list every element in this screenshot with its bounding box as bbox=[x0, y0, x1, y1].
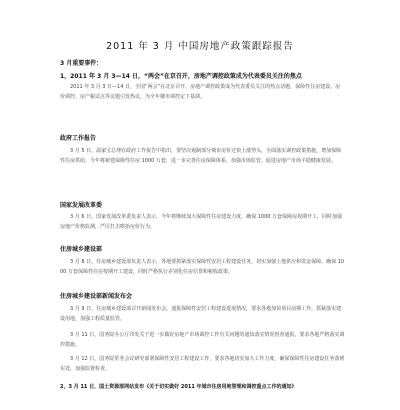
section-heading: 政府工作报告 bbox=[60, 135, 97, 142]
section-heading: 国家发展改革委 bbox=[60, 202, 103, 209]
body-paragraph: 3 月 5 日，温家宝总理在政府工作报告中指出，要坚决遏制部分城市房价过快上涨势头，全面落实调控政策措施，增加保障性住房供给，今年将新建保障性住房 1000 万套，进一步完善住房保障体系，加强市场监管，促进房地产市场平稳健康发展。 bbox=[60, 148, 342, 164]
section-heading: 住房城乡建设部 bbox=[60, 246, 103, 253]
body-paragraph: 3 月 11 日，国务院办公厅印发关于进一步做好房地产市场调控工作有关问题的通知落实情况督查通报，要求各地严格落实调控措施。 bbox=[60, 332, 345, 348]
body-paragraph: 3 月 8 日，住房城乡建设部负责人表示，各地要抓紧落实保障性安居工程建设任务，切实加强土地供应和资金保障，确保 1000 万套保障性住房按期开工建设，同时严格执行差别化住房信贷和税收政策。 bbox=[60, 259, 345, 275]
body-paragraph: 2011 年 3 月 3 日—14 日，全国“两会”在北京召开。房地产调控政策成为代表委员关注的热点话题，保障性住房建设、房价调控、房产税试点等议题引发热议，为全年楼市调控定下基调。 bbox=[60, 84, 341, 100]
section-heading: 住房城乡建设部新闻发布会 bbox=[60, 293, 133, 300]
document-title: 2011 年 3 月 中国房地产政策跟踪报告 bbox=[106, 41, 294, 52]
section-heading: 3 月重要事件： bbox=[60, 60, 103, 67]
section-heading-bold: 2，3 月 11 日，国土资源部网站发布《关于切实做好 2011 年城市住房用地管理和调控重点工作的通知》 bbox=[60, 384, 297, 390]
section-heading: 1，2011 年 3 月 3—14 日，“两会”在京召开，房地产调控政策成为代表委员关注的焦点 bbox=[60, 73, 302, 80]
body-paragraph: 3 月 6 日，国家发展改革委负责人表示，今年将继续加大保障性住房建设力度，确保 1000 万套保障房按期开工，同时加强房地产价格监测，严厉打击哄抬房价行为。 bbox=[60, 214, 343, 230]
body-paragraph: 3 月 9 日，住房城乡建设部召开新闻发布会，通报保障性安居工程建设进展情况，要求各地加快项目前期工作，抓紧落实建设用地，加强工程质量监管。 bbox=[60, 306, 342, 322]
body-paragraph: 3 月 12 日，国务院常务会议研究部署保障性安居工程建设工作，要求各地切实加大工作力度，确保保障性住房建设任务落到实处，加强监督检查。 bbox=[60, 356, 345, 372]
